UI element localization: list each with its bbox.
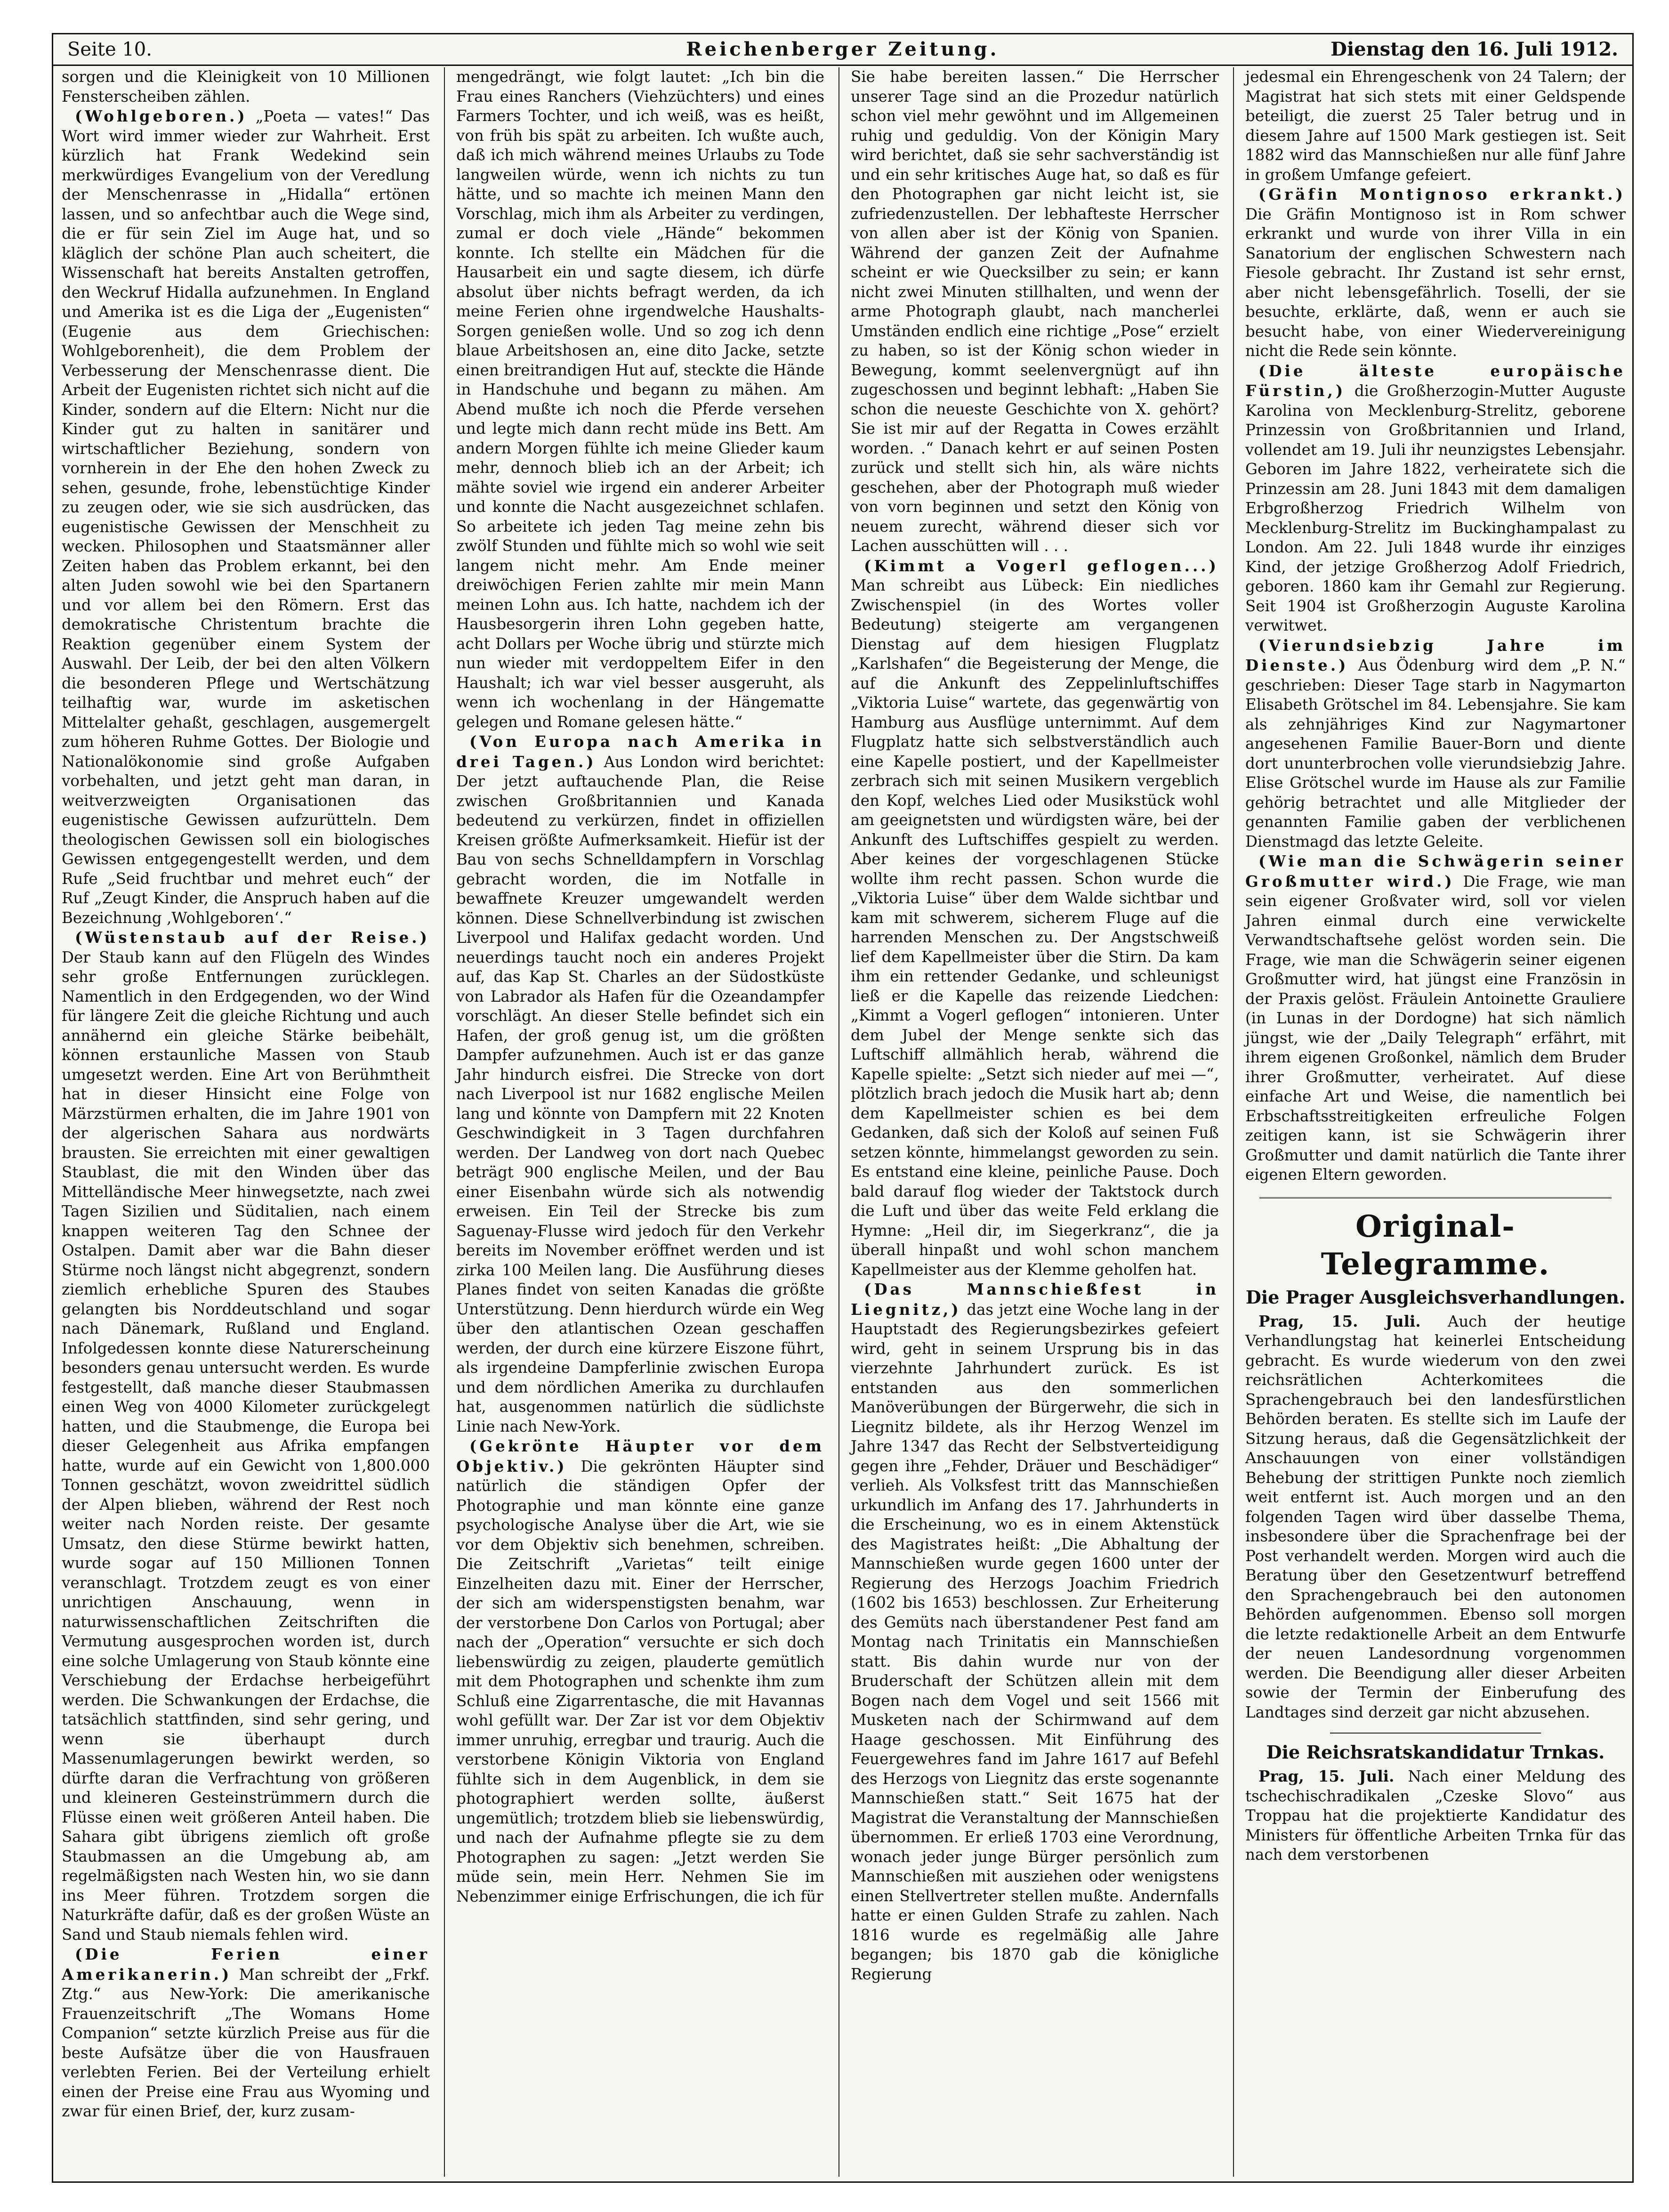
article-vogerl [851,556,1219,1280]
article-body: Der Staub kann auf den Flügeln des Windes sehr große Entfernungen zurücklegen. Namentlich in den Erdgegenden, wo der Wind für längere Zeit die gleiche Richtung und auch annähernd ein gleiche Stärke beibehält, können erstaunliche Massen von Staub umgesetzt werden. Eine Art von Berühmtheit hat in dieser Hinsicht eine Folge von Märzstürmen erhalten, die im Jahre 1901 von der algerischen Sahara aus nordwärts brausten. Sie erreichten mit einer gewaltigen Staublast, die mit den Winden über das Mittelländische Meer hinwegsetzte, nach zwei Tagen Sizilien und Süditalien, nach einem knappen weiteren Tag den Schnee der Ostalpen. Damit aber war die Bahn dieser Stürme noch längst nicht abgegrenzt, sondern ziemlich erhebliche Spuren des Staubes gelangten bis Norddeutschland und sogar nach Dänemark, Rußland und England. Infolgedessen konnte diese Naturerscheinung besonders genau untersucht werden. Es wurde festgestellt, daß manche dieser Staubmassen einen Weg von 4000 Kilometer zurückgelegt hatten, und die Staubmenge, die Europa bei dieser Gelegenheit aus Afrika empfangen hatte, wurde auf ein Gewicht von 1,800.000 Tonnen geschätzt, wovon zweidrittel südlich der Alpen blieben, während der Rest noch weiter nach Norden reiste. Der gesamte Umsatz, den diese Stürme bewirkt hatten, wurde sogar auf 150 Millionen Tonnen veranschlagt. Trotzdem zeugt es von einer unrichtigen Anschauung, wenn in naturwissenschaftlichen Zeitschriften die Vermutung ausgesprochen worden ist, durch eine solche Umlagerung von Staub könnte eine Verschiebung der Erdachse herbeigeführt werden. Die Schwankungen der Erdachse, die tatsächlich stattfinden, sind sehr gering, und wenn sie überhaupt durch Massenumlagerungen bewirkt werden, so dürfte daran die Verfrachtung von größeren und kleineren Gesteinstrümmern durch die Flüsse einen weit größeren Anteil haben. Die Sahara gibt übrigens ziemlich oft große Staubmassen an die Umgebung ab, am regelmäßigsten nach Westen hin, wo sie dann ins Meer führen. Trotzdem sorgen die Naturkräfte dafür, daß es der großen Wüste an Sand und Staub niemals fehlen wird. [62,948,430,1944]
article-heading: (Von Europa nach Amerika in drei Tagen.) [456,732,824,771]
article-schwaegerin [1245,851,1626,1185]
article-continuation: jedesmal ein Ehrengeschenk von 24 Talern; der Magistrat hat sich stets mit einer Geldspende beteiligt, die zuerst 25 Taler betrug und in diesem Jahre auf 1500 Mark gestiegen ist. Seit 1882 wird das Mannschießen nur alle fünf Jahre in großem Umfange gefeiert. [1245,68,1626,184]
article-body: Man schreibt der „Frkf. Ztg.“ aus New-York: Die amerikanische Frauenzeitschrift „The Womans Home Companion“ setzte kürzlich Preise aus für die beste Aufsätze über die von Hausfrauen verlebten Ferien. Bei der Verteilung erhielt einen der Preise eine Frau aus Wyoming und zwar für einen Brief, der, kurz zusam- [62,1965,430,2120]
article-heading: (Wohlgeboren.) [75,107,248,125]
section-title-telegrams: Original-Telegramme. [1321,1208,1550,1282]
column-2 [450,67,831,2177]
article-body: Aus London wird berichtet: Der jetzt auftauchende Plan, die Reise zwischen Großbritannien und Kanada bedeutend zu verkürzen, findet in offiziellen Kreisen größte Aufmerksamkeit. Hiefür ist der Bau von sechs Schnelldampfern in Vorschlag gebracht worden, die im Notfalle in bewaffnete Kreuzer umgewandelt werden können. Diese Schnellverbindung ist zwischen Liverpool und Halifax gedacht worden. Und neuerdings taucht noch ein anderes Projekt auf, das Kap St. Charles an der Südostküste von Labrador als Hafen für die Ozeandampfer vorschlägt. An dieser Stelle befindet sich ein Hafen, der groß genug ist, um die größten Dampfer aufzunehmen. Auch ist er das ganze Jahr hindurch eisfrei. Die Strecke von dort nach Liverpool ist nur 1682 englische Meilen lang und könnte von Dampfern mit 22 Knoten Geschwindigkeit in 3 Tagen durchfahren werden. Der Landweg von dort nach Quebec beträgt 900 englische Meilen, und der Bau einer Eisenbahn würde sich als notwendig erweisen. Ein Teil der Strecke bis zum Saguenay-Flusse wird jedoch für den Verkehr bereits im November eröffnet werden und ist zirka 100 Meilen lang. Die Ausführung dieses Planes findet von seiten Kanadas die größte Unterstützung. Denn hierdurch würde ein Weg über den atlantischen Ozean geschaffen werden, der durch eine kürzere Eiszone führt, als irgendeine Dampferlinie zwischen Europa und dem nördlichen Amerika zu durchlaufen hat, ausgenommen natürlich die südlichste Linie nach New-York. [456,753,824,1435]
column-rule [444,67,445,2177]
article-body: das jetzt eine Woche lang in der Hauptstadt des Regierungsbezirkes gefeiert wird, geht in seinem Ursprung bis in das vierzehnte Jahrhundert zurück. Es ist entstanden aus den sommerlichen Manöverübungen der Bürgerwehr, die sich in Liegnitz bildete, als ihr Herzog Wenzel im Jahre 1347 das Recht der Selbstverteidigung gegen ihre „Fehder, Dräuer und Beschädiger“ verlieh. Als Volksfest tritt das Mannschießen urkundlich im Anfang des 17. Jahrhunderts in die Erscheinung, wo es in einem Aktenstück des Magistrates heißt: „Die Abhaltung der Mannschießen wurde gegen 1600 unter der Regierung des Herzogs Joachim Friedrich (1602 bis 1653) beschlossen. Zur Erheiterung des Gemüts nach überstandener Pest fand am Montag nach Trinitatis ein Mannschießen statt. Bis dahin wurde nur von der Bruderschaft der Schützen allein mit dem Bogen nach dem Vogel und seit 1566 mit Musketen nach der Schirmwand auf dem Haage geschossen. Mit Einführung des Feuergewehres fand im Jahre 1617 auf Befehl des Herzogs von Liegnitz das erste sogenannte Mannschießen statt.“ Seit 1675 hat der Magistrat die Veranstaltung der Mannschießen übernommen. Er erließ 1703 eine Verordnung, wonach jeder junge Bürger persönlich zum Mannschießen mit ausziehen oder wenigstens einen Stellvertreter stellen mußte. Andernfalls hatte er einen Gulden Strafe zu zahlen. Nach 1816 wurde es regelmäßig alle Jahre begangen; bis 1870 gab die königliche Regierung [851,1300,1219,1983]
article-aelteste-fuerstin [1245,361,1626,636]
article-continuation: mengedrängt, wie folgt lautet: „Ich bin die Frau eines Ranchers (Viehzüchters) und eines Farmers Tochter, und ich weiß, was es heißt, von früh bis spät zu arbeiten. Ich wußte auch, daß ich mich während meines Urlaubs zu Tode langweilen würde, wenn ich nichts zu tun hätte, und so machte ich meinen Mann den Vorschlag, mich ihm als Arbeiter zu verdingen, zumal er doch viele „Hände“ bekommen konnte. Ich stellte ein Mädchen für die Hausarbeit ein und sagte diesem, ich dürfe absolut über nichts befragt werden, da ich meine Ferien ohne irgendwelche Haushalts-Sorgen genießen wolle. Und so zog ich denn blaue Arbeitshosen an, eine dito Jacke, setzte einen breitrandigen Hut auf, steckte die Hände in Handschuhe und begann zu mähen. Am Abend mußte ich noch die Pferde versehen und legte mich dann recht müde ins Bett. Am andern Morgen fühlte ich meine Glieder kaum mehr, dennoch blieb ich an der Arbeit; ich mähte soviel wie irgend ein anderer Arbeiter und konnte die Nacht ausgezeichnet schlafen. So arbeitete ich jeden Tag meine zehn bis zwölf Stunden und fühlte mich so wohl wie seit langem nicht mehr. Am Ende meiner dreiwöchigen Ferien zahlte mir mein Mann meinen Lohn aus. Ich hatte, nachdem ich der Hausbesorgerin ihren Lohn gegeben hatte, acht Dollars per Woche übrig und stürzte mich nun wieder mit verdoppeltem Eifer in den Haushalt; ich war viel besser ausgeruht, als wenn ich wochenlang in der Hängematte gelegen und Romane gelesen hätte.“ [456,68,824,731]
issue-date: Dienstag den 16. Juli 1912. [1330,38,1618,60]
article-heading: (Das Mannschießfest in Liegnitz,) [851,1280,1219,1319]
section-divider [1259,1197,1612,1199]
article-heading: (Gräfin Montignoso erkrankt.) [1258,185,1626,203]
article-body: Die gekrönten Häupter sind natürlich die ständigen Opfer der Photographie und man könnte eine ganze psychologische Analyse über die Art, wie sie vor dem Objektiv sich benehmen, schreiben. Die Zeitschrift „Varietas“ teilt einige Einzelheiten dazu mit. Einer der Herrscher, der sich am widerspenstigsten benahm, war der verstorbene Don Carlos von Portugal; aber nach der „Operation“ versuchte er sich doch liebenswürdig zu zeigen, plauderte gemütlich mit dem Photographen und schenkte ihm zum Schluß eine Zigarrentasche, die mit Havannas wohl gefüllt war. Der Zar ist vor dem Objektiv immer unruhig, erregbar und traurig. Auch die verstorbene Königin Viktoria von England fühlte sich in dem Augenblick, in dem sie photographiert werden sollte, äußerst ungemütlich; trotzdem blieb sie liebenswürdig, und nach der Aufnahme pflegte sie zu dem Photographen zu sagen: „Jetzt werden Sie müde sein, mein Herr. Nehmen Sie im Nebenzimmer einige Erfrischungen, die ich für [456,1457,824,1905]
article-body: die Großherzogin-Mutter Auguste Karolina von Mecklenburg-Strelitz, geborene Prinzessin von Großbritannien und Irland, vollendet am 19. Juli ihr neunzigstes Lebensjahr. Geboren im Jahre 1822, verheiratete sich die Prinzessin am 28. Juni 1843 mit dem damaligen Erbgroßherzog Friedrich Wilhelm von Mecklenburg-Strelitz im Buckinghampalast zu London. Am 22. Juli 1848 wurde ihr einziges Kind, der jetzige Großherzog Adolf Friedrich, geboren. 1860 kam ihr Gemahl zur Regierung. Seit 1904 ist Großherzogin Auguste Karolina verwitwet. [1245,382,1626,634]
article-mannschiessfest [851,1280,1219,1984]
article-body: Die Gräfin Montignoso ist in Rom schwer erkrankt und wurde von ihrer Villa in ein Sanatorium der englischen Schwestern nach Fiesole gebracht. Ihr Zustand ist sehr ernst, aber nicht lebensgefährlich. Toselli, der sie besuchte, erklärte, daß, wenn er auch sie besucht habe, von einer Wiedervereinigung nicht die Rede sein könnte. [1245,205,1626,360]
article-columns [53,67,1632,2181]
article-heading: (Kimmt a Vogerl geflogen...) [864,556,1219,575]
article-vierundsiebzig [1245,636,1626,852]
article-wohlgeboren [62,106,430,928]
article-continuation: sorgen und die Kleinigkeit von 10 Millionen Fensterscheiben zählen. [62,68,430,105]
article-montignoso [1245,185,1626,361]
telegram-headline: Die Reichsratskandidatur Trnkas. [1266,1742,1605,1763]
telegram-dateline: Prag, 15. Juli. [1258,1312,1421,1330]
article-heading: (Wüstenstaub auf der Reise.) [75,928,430,947]
article-wuestenstaub [62,928,430,1945]
telegram-trnka [1245,1766,1626,1865]
column-1 [55,67,436,2177]
telegram-headline: Die Prager Ausgleichsverhandlungen. [1245,1286,1626,1308]
article-heading: (Wie man die Schwägerin seiner Großmutter wird.) [1245,852,1626,891]
article-heading: (Die älteste europäische Fürstin,) [1245,361,1626,400]
article-heading: (Vierundsiebzig Jahre im Dienste.) [1245,636,1626,674]
article-heading: (Die Ferien einer Amerikanerin.) [62,1945,430,1984]
short-divider [1330,1733,1541,1734]
newspaper-title: Reichenberger Zeitung. [686,38,1000,60]
telegram-prague [1245,1312,1626,1723]
article-continuation: Sie habe bereiten lassen.“ Die Herrscher unserer Tage sind an die Prozedur natürlich schon viel mehr gewöhnt und im Allgemeinen ruhig und geduldig. Von der Königin Mary wird berichtet, daß sie sehr sachverständig ist und ein sehr kritisches Auge hat, so daß es für den Photographen gar nicht leicht ist, sie zufriedenzustellen. Der lebhafteste Herrscher von allen aber ist der König von Spanien. Während der ganzen Zeit der Aufnahme scheint er wie Quecksilber zu sein; er kann nicht zwei Minuten stillhalten, und wenn der arme Photograph glaubt, nach mancherlei Umständen endlich eine richtige „Pose“ erzielt zu haben, so ist der König schon wieder in Bewegung, kommt seelenvergnügt auf ihn zugeschossen und beginnt lebhaft: „Haben Sie schon die neueste Geschichte von X. gehört? Sie ist mir auf der Regatta in Cowes erzählt worden. .“ Danach kehrt er auf seinen Posten zurück und stellt sich hin, als wäre nichts geschehen, aber der Photograph muß wieder von vorn beginnen und setzt den König von neuem zurecht, während dieser sich vor Lachen ausschütten will . . . [851,68,1219,555]
column-4 [1239,67,1632,2177]
telegram-dateline: Prag, 15. Juli. [1258,1767,1395,1785]
article-body: Aus Ödenburg wird dem „P. N.“ geschrieben: Dieser Tage starb in Nagymarton Elisabeth Grötschel im 84. Lebensjahre. Sie kam als zehnjähriges Kind zur Nagymartoner angesehenen Familie Bauer-Born und diente dort ununterbrochen volle vierundsiebzig Jahre. Elise Grötschel wurde im Hause als zur Familie gehörig betrachtet und alle Mitglieder der genannten Familie gaben der verblichenen Dienstmagd das letzte Geleite. [1245,656,1626,851]
article-ferien [62,1945,430,2122]
article-body: „Poeta — vates!“ Das Wort wird immer wieder zur Wahrheit. Erst kürzlich hat Frank Wedekind sein merkwürdiges Evangelium von der Veredlung der Menschenrasse in „Hidalla“ ertönen lassen, und so anfechtbar auch die Wege sind, die er für sein Ziel im Auge hat, und so kläglich der schöne Plan auch scheitert, die Wissenschaft hat bereits Anstalten getroffen, den Weckruf Hidalla aufzunehmen. In England und Amerika ist es die Liga der „Eugenisten“ (Eugenie aus dem Griechischen: Wohlgeborenheit), die dem Problem der Verbesserung der Menschenrasse dient. Die Arbeit der Eugenisten richtet sich nicht auf die Kinder, sondern auf die Eltern: Nicht nur die Kinder gut zu halten in sanitärer und wirtschaftlicher Beziehung, sondern von vornherein in der Ehe den hohen Zweck zu sehen, gesunde, frohe, lebenstüchtige Kinder zu zeugen oder, wie sie sich ausdrücken, das eugenistische Gewissen der Menschheit zu wecken. Philosophen und Staatsmänner aller Zeiten haben das Problem erkannt, bei den alten Juden sowohl wie bei den Spartanern und vor allem bei den Römern. Erst das demokratische Christentum brachte die Reaktion gegenüber einem System der Auswahl. Der Leib, der bei den alten Völkern die besonderen Pflege und Wertschätzung teilhaftig war, wurde im asketischen Mittelalter gehaßt, geschlagen, ausgemergelt zum höheren Ruhme Gottes. Der Biologie und Nationalökonomie sind große Aufgaben vorbehalten, und jetzt geht man daran, in weitverzweigten Organisationen das eugenistische Gewissen aufzurütteln. Dem theologischen Gewissen soll ein biologisches Gewissen entgegengestellt werden, und dem Rufe „Seid fruchtbar und mehret euch“ der Ruf „Zeugt Kinder, die Anspruch haben auf die Bezeichnung ‚Wohlgeboren‘.“ [62,107,430,927]
masthead [53,34,1632,66]
article-europa-amerika [456,732,824,1436]
column-rule [1233,67,1234,2177]
article-body: Die Frage, wie man sein eigener Großvater wird, soll vor vielen Jahren einmal durch eine verwickelte Verwandtschaftsehe gelöst worden sein. Die Frage, wie man die Schwägerin seiner eigenen Großmutter wird, hat jüngst eine Französin in der Praxis gelöst. Fräulein Antoinette Grauliere (in Lunas in der Dordogne) hat sich nämlich jüngst, wie der „Daily Telegraph“ erfährt, mit ihrem eigenen Großonkel, nämlich dem Bruder ihrer Großmutter, verheiratet. Auf diese einfache Art und Weise, die namentlich bei Erbschaftsstreitigkeiten erfreuliche Folgen zeitigen kann, ist sie Schwägerin ihrer Großmutter und damit natürlich die Tante ihrer eigenen Eltern geworden. [1245,872,1626,1183]
newspaper-page [52,33,1634,2183]
column-3 [844,67,1226,2177]
article-heading: (Gekrönte Häupter vor dem Objektiv.) [456,1437,824,1475]
article-body: Man schreibt aus Lübeck: Ein niedliches Zwischenspiel (in des Wortes voller Bedeutung) steigerte am vergangenen Dienstag auf dem hiesigen Flugplatz „Karlshafen“ die Begeisterung der Menge, die auf die Ankunft des Zeppelinluftschiffes „Viktoria Luise“ wartete, das gegenwärtig von Hamburg aus Ausflüge unternimmt. Auf dem Flugplatz hatte sich selbstverständlich auch eine Kapelle postiert, und der Kapellmeister zerbrach sich mit seinen Musikern vergeblich den Kopf, welches Lied oder Musikstück wohl am geeignetsten und würdigsten wäre, bei der Ankunft des Luftschiffes gespielt zu werden. Aber keines der vorgeschlagenen Stücke wollte ihm recht passen. Schon wurde die „Viktoria Luise“ über dem Walde sichtbar und kam mit schwerem, sicherem Fluge auf die harrenden Menschen zu. Der Angstschweiß lief dem Kapellmeister über die Stirn. Da kam ihm ein rettender Gedanke, und schleunigst ließ er die Kapelle das reizende Liedchen: „Kimmt a Vogerl geflogen“ intonieren. Unter dem Jubel der Menge senkte sich das Luftschiff allmählich herab, während die Kapelle spielte: „Setzt sich nieder auf mei —“, plötzlich brach jedoch die Musik hart ab; denn dem Kapellmeister schien es bei dem Gedanken, daß sich der Koloß auf seinen Fuß setzen könnte, himmelangst geworden zu sein. Es entstand eine kleine, peinliche Pause. Doch bald darauf flog wieder der Taktstock durch die Luft und über das weite Feld erklang die Hymne: „Heil dir, im Siegerkranz“, die ja überall hinpaßt und wohl schon manchem Kapellmeister aus der Klemme geholfen hat. [851,576,1219,1279]
telegram-body: Auch der heutige Verhandlungstag hat keinerlei Entscheidung gebracht. Es wurde wiederum von den zwei reichsrätlichen Achterkomitees die Sprachengebrauch bei den landesfürstlichen Behörden beraten. Es stellte sich im Laufe der Sitzung heraus, daß die Gegensätzlichkeit der Anschauungen von einer vollständigen Behebung der strittigen Punkte noch ziemlich weit entfernt ist. Auch morgen und an den folgenden Tagen wird über dasselbe Thema, insbesondere über die Sprachenfrage bei der Post verhandelt werden. Morgen wird auch die Beratung über den Gesetzentwurf betreffend den Sprachengebrauch bei den autonomen Behörden aufgenommen. Ebenso soll morgen die letzte redaktionelle Arbeit an dem Entwurfe der neuen Landesordnung vorgenommen werden. Die Beendigung aller dieser Arbeiten sowie der Termin der Einberufung des Landtages sind derzeit gar nicht abzusehen. [1245,1312,1626,1721]
telegram-body: Nach einer Meldung des tschechischradikalen „Czeske Slovo“ aus Troppau hat die projektierte Kandidatur des Ministers für öffentliche Arbeiten Trnka für das nach dem verstorbenen [1245,1767,1626,1864]
article-gekroente-haeupter [456,1436,824,1906]
page-number: Seite 10. [67,39,152,60]
